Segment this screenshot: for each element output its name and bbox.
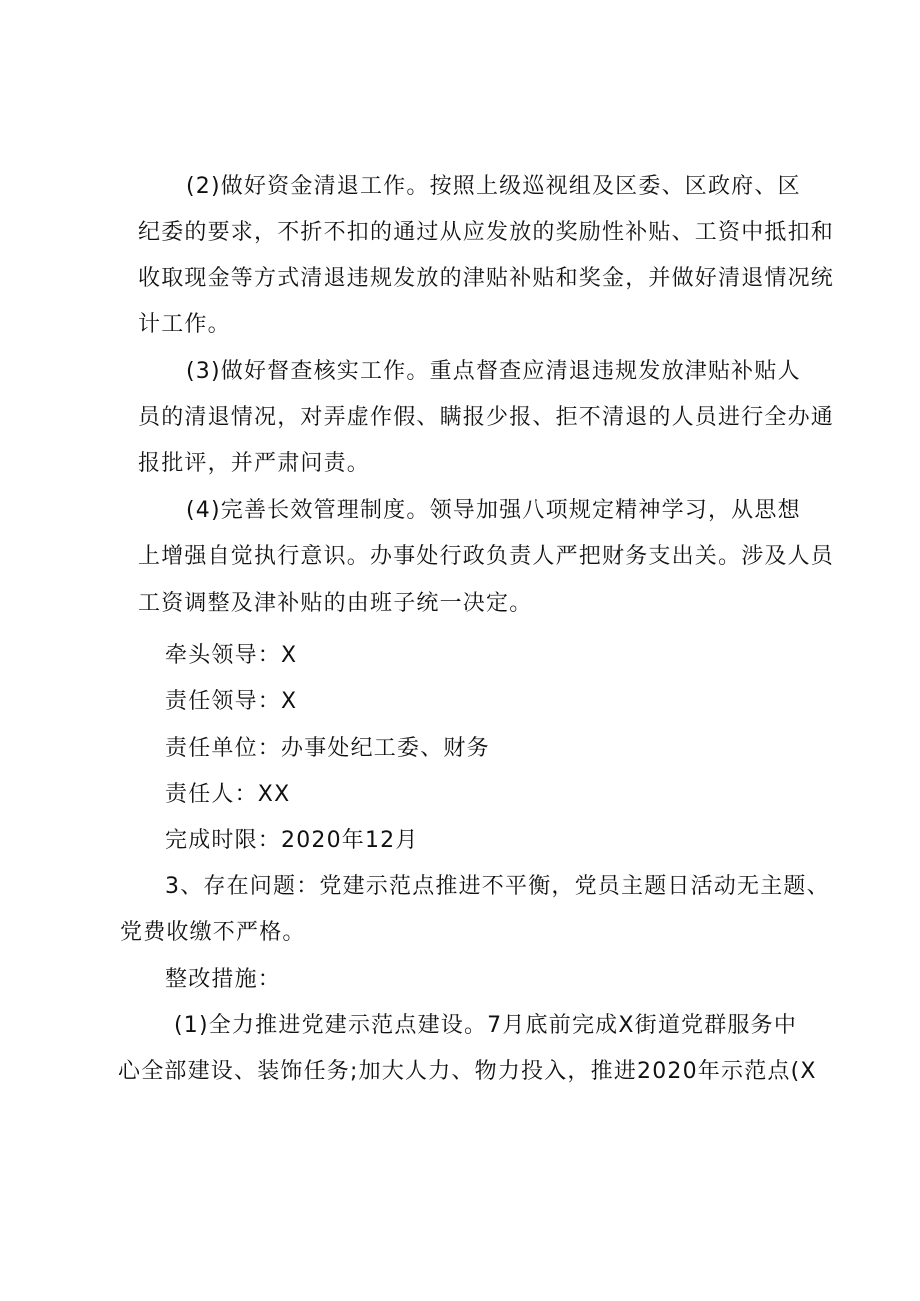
measure1-line1: (1)全力推进党建示范点建设。7月底前完成X街道党群服务中 [174, 1013, 798, 1038]
item4-line1: (4)完善长效管理制度。领导加强八项规定精神学习，从思想 [186, 498, 801, 523]
item2-line2: 纪委的要求，不折不扣的通过从应发放的奖励性补贴、工资中抵扣和 [138, 220, 835, 245]
responsible-leader: 责任领导：X [165, 689, 298, 714]
item2-line4: 计工作。 [138, 312, 231, 337]
responsible-unit: 责任单位：办事处纪工委、财务 [165, 736, 490, 761]
measures-heading: 整改措施： [165, 967, 282, 992]
item3-line2: 员的清退情况，对弄虚作假、瞒报少报、拒不清退的人员进行全办通 [138, 405, 835, 430]
deadline: 完成时限：2020年12月 [165, 828, 419, 853]
item4-line3: 工资调整及津补贴的由班子统一决定。 [138, 591, 533, 616]
problem3-line1: 3、存在问题：党建示范点推进不平衡，党员主题日活动无主题、 [165, 874, 830, 899]
responsible-person: 责任人：XX [165, 782, 291, 807]
item3-line3: 报批评，并严肃问责。 [138, 451, 371, 476]
item3-line1: (3)做好督查核实工作。重点督查应清退违规发放津贴补贴人 [186, 359, 801, 384]
item2-line3: 收取现金等方式清退违规发放的津贴补贴和奖金，并做好清退情况统 [138, 266, 835, 291]
item4-line2: 上增强自觉执行意识。办事处行政负责人严把财务支出关。涉及人员 [138, 544, 835, 569]
problem3-line2: 党费收缴不严格。 [120, 920, 306, 945]
item2-line1: (2)做好资金清退工作。按照上级巡视组及区委、区政府、区 [186, 174, 801, 199]
measure1-line2: 心全部建设、装饰任务;加大人力、物力投入，推进2020年示范点(X [118, 1059, 817, 1084]
lead-leader: 牵头领导：X [165, 643, 298, 668]
